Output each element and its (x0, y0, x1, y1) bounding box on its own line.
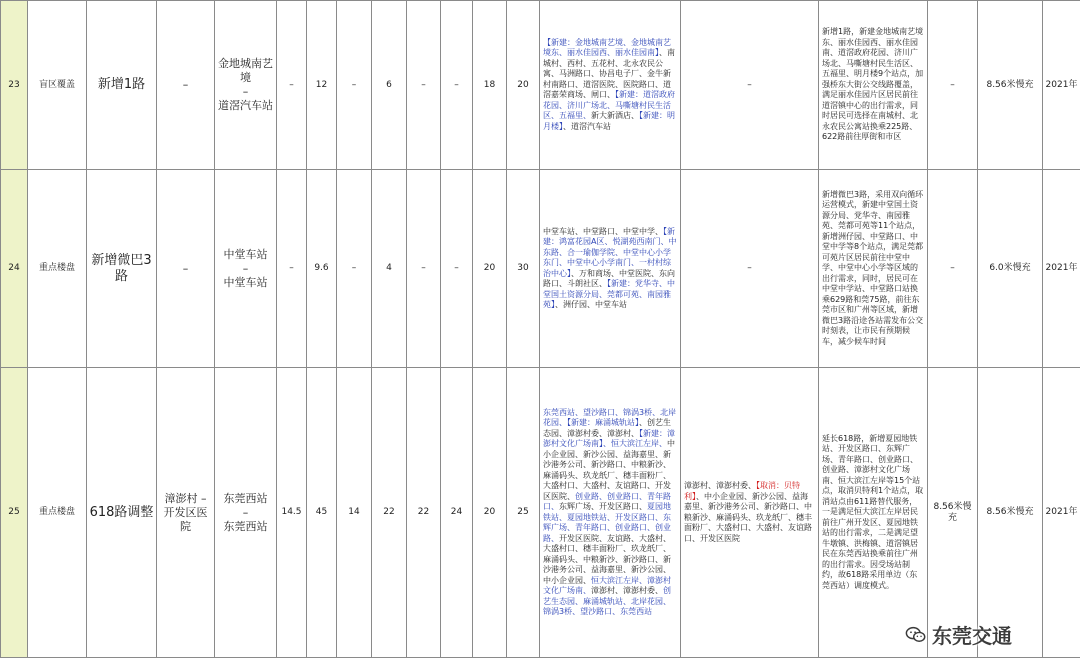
stops-old: 14 (337, 368, 372, 658)
terminal-line: – (242, 85, 249, 98)
count-new: – (441, 1, 473, 170)
new-route-stops (540, 368, 681, 658)
category-cell: 重点楼盘 (28, 170, 87, 368)
year-cell: 2021年 (1043, 170, 1080, 368)
route-segment: 、恒大滨江左岸、 (603, 439, 667, 448)
vehicle-old: – (928, 170, 978, 368)
stops-new: 4 (372, 170, 407, 368)
watermark-text: 东莞交通 (932, 624, 1012, 648)
category-cell: 盲区覆盖 (28, 1, 87, 170)
terminal-line: 中堂车站 (223, 275, 268, 289)
new-terminal (215, 368, 277, 658)
stops-new: 6 (372, 1, 407, 170)
table-row (1, 368, 1080, 658)
route-segment: 【新建：漳澎村文化广场南】 (543, 428, 675, 448)
old-route-stops: – (681, 1, 819, 170)
new-route-stops (540, 170, 681, 368)
route-segment: 、洲仔园、中堂车站 (555, 300, 627, 309)
old-terminal: – (157, 170, 215, 368)
year-cell: 2021年 (1043, 1, 1080, 170)
vehicle-new: 8.56米慢充 (978, 1, 1043, 170)
route-segment: 【新建：党华寺、中堂国土资源分局、莞都可苑、南园雅苑】 (543, 279, 675, 309)
route-segment: 【新建：鸿富花园A区、悦湖苑西南门、中东路、合一瑜伽学院、中堂中心小学东门、中堂中心小学南门、一村村综治中心】 (543, 226, 677, 278)
route-segment: 、道滘汽车站 (563, 121, 611, 131)
adjustment-description: 新增1路，新建金地城南艺境东、丽水佳园西、丽水佳园南、道滘政府花园、济川广场北、马嘶塘村民生活区、五福里、明月楼9个站点，加强桥东大街公交线路覆盖，满足丽水佳园片区居民前往道滘镇中心的出行需求，同时居民可选择在南城村、北永农民公寓站换乘225路、622路前往厚街和市区 (819, 1, 928, 170)
route-segment: 、创艺生态园、漳澎村委、漳澎村、 (543, 418, 671, 438)
route-segment: 【新建：麻涌城轨站】 (567, 418, 639, 427)
interval-old: 20 (473, 368, 507, 658)
route-segment: 【新建：明月楼】 (543, 111, 675, 131)
table-row (1, 1, 1080, 170)
adjustment-description: 新增微巴3路，采用双向循环运营模式，新建中堂国土资源分局、党华寺、南园雅苑、莞都可苑等11个站点，新增洲仔园、中堂路口、中堂中学等8个站点，满足莞都可苑片区居民前往中堂中学、中堂中心小学等区域的出行需求，同时，居民可在中堂中学站、中堂路口站换乘629路和莞75路，前往东莞市区和广州等区域，新增微巴3路沿途各站需发布公交时刻表，让市民有预期候车，减少候车时间 (819, 170, 928, 368)
year-cell: 2021年 (1043, 368, 1080, 658)
count-old: – (407, 1, 441, 170)
vehicle-old: – (928, 1, 978, 170)
wechat-icon (905, 624, 927, 646)
count-old: – (407, 170, 441, 368)
route-segment: 新大新酒店、 (591, 111, 639, 121)
old-terminal: 漳澎村 – 开发区医院 (157, 368, 215, 658)
count-new: 24 (441, 368, 473, 658)
route-segment: 夏园地铁站、夏园地铁站、开发区路口、东辉广场、青年路口、创业路口、创业路、 (543, 502, 671, 543)
route-segment: 、南城村、西村、五花村、北永农民公寓、马洲路口、协昌电子厂、金牛新村南路口、道滘医院、医院路口、道滘嘉荣商场、闸口、 (543, 48, 675, 100)
length-new: 9.6 (307, 170, 337, 368)
count-new: – (441, 170, 473, 368)
terminal-line: 东莞西站 (223, 519, 268, 533)
route-segment: 恒大滨江左岸、漳澎村文化广场南、 (543, 575, 671, 595)
route-segment: 中堂车站、中堂路口、中堂中学、 (543, 226, 663, 236)
terminal-line: – (242, 261, 249, 275)
route-segment: 创艺生态园、麻涌城轨站、北岸花园、锦涡3桥、望沙路口、东莞西站 (543, 586, 671, 616)
length-old: 14.5 (277, 368, 307, 658)
vehicle-new: 8.56米慢充 (978, 368, 1043, 658)
length-old: – (277, 1, 307, 170)
old-route-stops (681, 368, 819, 658)
terminal-line: 东莞西站 (223, 491, 268, 505)
length-old: – (277, 170, 307, 368)
terminal-line: 中堂车站 (223, 247, 268, 261)
terminal-line: 金地城南艺境 (218, 57, 273, 84)
route-segment: 、中小企业园、新沙公园、益海嘉里、新沙港务公司、新沙路口、中粮新沙、麻涌码头、玖龙纸厂、穗丰面粉厂、大盛村口、大盛村、友谊路口、开发区医院 (684, 491, 812, 543)
category-cell: 重点楼盘 (28, 368, 87, 658)
terminal-line: – (242, 505, 249, 519)
route-segment: 中小企业园、新沙公园、益海嘉里、新沙港务公司、新沙路口、中粮新沙、麻涌码头、玖龙纸厂、穗丰面粉厂、大盛村口、大盛村、友谊路口、开发区医院、 (543, 439, 675, 501)
new-terminal (215, 170, 277, 368)
table-row (1, 170, 1080, 368)
route-segment: 创业路、创业路口、青年路口、 (543, 491, 671, 511)
vehicle-old: 8.56米慢充 (928, 368, 978, 658)
terminal-line: 道滘汽车站 (218, 99, 273, 112)
route-segment: 漳澎村、漳澎村委、 (591, 586, 663, 595)
route-name: 新增微巴3路 (87, 170, 157, 368)
stops-old: – (337, 1, 372, 170)
row-number: 24 (1, 170, 28, 368)
length-new: 45 (307, 368, 337, 658)
count-old: 22 (407, 368, 441, 658)
route-name: 618路调整 (87, 368, 157, 658)
interval-old: 18 (473, 1, 507, 170)
old-route-stops: – (681, 170, 819, 368)
route-segment: 东莞西站、望沙路口、锦涡3桥、北岸花园、 (543, 407, 677, 427)
route-segment: 漳澎村、漳澎村委、 (684, 481, 756, 490)
route-segment: 、万和商场、中堂医院、东向路口、斗朗社区、 (543, 268, 675, 288)
adjustment-description: 延长618路，新增夏园地铁站、开发区路口、东辉广场、青年路口、创业路口、创业路、漳澎村文化广场南、恒大滨江左岸等15个站点，取消贝特利1个站点，取消站点由611路替代服务，一是满足恒大滨江左岸居民前往广州开发区、夏园地铁站的出行需求，二是满足望牛墩镇、洪梅镇、道滘镇居民在东莞西站换乘前往广州的出行需求。因受场站制约，故618路采用单边（东莞西站）调度模式。 (819, 368, 928, 658)
interval-old: 20 (473, 170, 507, 368)
interval-new: 30 (507, 170, 540, 368)
new-route-stops (540, 1, 681, 170)
interval-new: 20 (507, 1, 540, 170)
route-name: 新增1路 (87, 1, 157, 170)
route-segment: 【新建：金地城南艺境、金地城南艺境东、丽水佳园西、丽水佳园南】 (543, 37, 671, 58)
row-number: 23 (1, 1, 28, 170)
new-terminal (215, 1, 277, 170)
old-terminal: – (157, 1, 215, 170)
route-segment: 开发区医院、友谊路、大盛村、大盛村口、穗丰面粉厂、玖龙纸厂、麻涌码头、中粮新沙、新沙路口、新沙港务公司、益海嘉里、新沙公园、中小企业园、 (543, 533, 671, 585)
route-segment: 【新建：道滘政府花园、济川广场北、马嘶塘村民生活区、五福里、 (543, 90, 675, 121)
vehicle-new: 6.0米慢充 (978, 170, 1043, 368)
watermark (905, 620, 1012, 649)
length-new: 12 (307, 1, 337, 170)
route-segment: 东辉广场、开发区路口、 (559, 502, 647, 511)
interval-new: 25 (507, 368, 540, 658)
route-segment: 【取消：贝特利】 (684, 481, 800, 501)
row-number: 25 (1, 368, 28, 658)
stops-new: 22 (372, 368, 407, 658)
stops-old: – (337, 170, 372, 368)
